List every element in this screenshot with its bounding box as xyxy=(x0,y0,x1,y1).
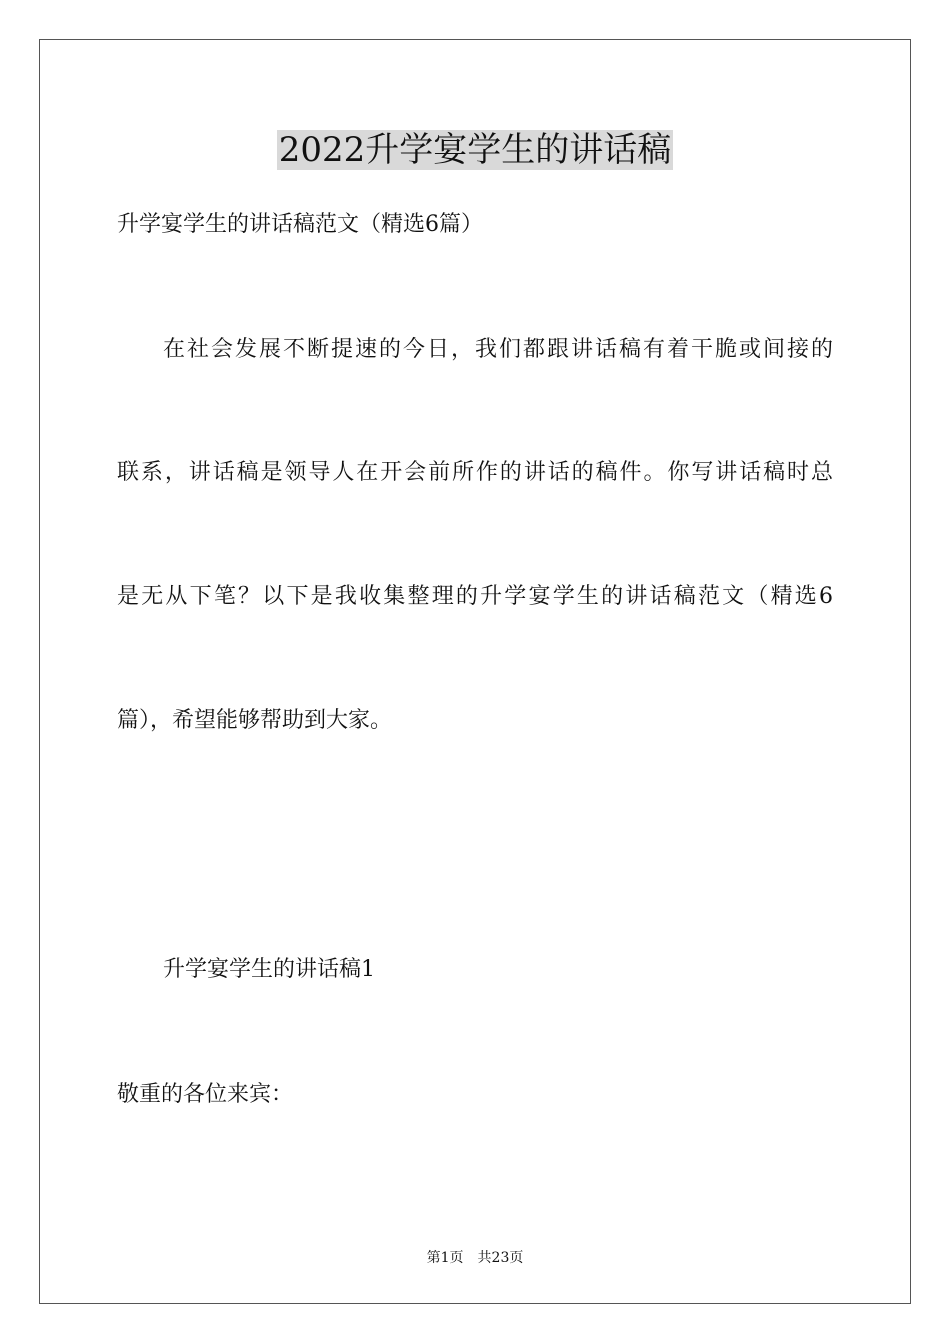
page-footer xyxy=(0,1248,950,1268)
intro-line-2: 联系，讲话稿是领导人在开会前所作的讲话的稿件。你写讲话稿时总 xyxy=(117,460,833,485)
intro-line-3: 是无从下笔？以下是我收集整理的升学宴学生的讲话稿范文（精选6 xyxy=(117,584,833,609)
page-number: 第1页 xyxy=(426,1250,464,1266)
document-title-text: 2022升学宴学生的讲话稿 xyxy=(278,130,672,170)
page-total: 共23页 xyxy=(477,1250,524,1266)
intro-line-4: 篇），希望能够帮助到大家。 xyxy=(117,708,393,733)
salutation: 敬重的各位来宾： xyxy=(117,1082,294,1107)
section-heading: 升学宴学生的讲话稿1 xyxy=(163,957,375,982)
document-title xyxy=(0,128,950,172)
intro-line-1: 在社会发展不断提速的今日，我们都跟讲话稿有着干脆或间接的 xyxy=(163,337,833,362)
document-subtitle: 升学宴学生的讲话稿范文（精选6篇） xyxy=(117,212,483,237)
